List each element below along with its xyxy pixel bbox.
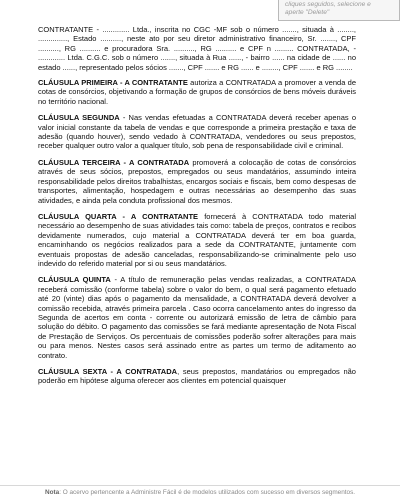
clause-heading: CLÁUSULA TERCEIRA - A CONTRATADA (38, 157, 190, 167)
contract-document (38, 25, 356, 393)
instruction-hint-box (278, 0, 400, 21)
clause-terceira (38, 158, 356, 205)
clause-text: fornecerá à CONTRATADA todo material necessário ao desempenho de suas atividades tais como: tabela de preços, contratos e recibos devidamente numerados, cujo material a CONTRATADA deverá ter em boa guarda, encaminhando os negócios realizados para a sede da CONTRATANTE, juntamente com eventuais propostas de adesão canceladas, responsabilizando-se criminalmente pelo uso indevido do referido material por si ou seus mandatários. (38, 211, 356, 268)
clause-segunda (38, 113, 356, 151)
footer-divider (0, 485, 400, 486)
clause-primeira (38, 78, 356, 106)
clause-heading: CLÁUSULA SEXTA - A CONTRATADA (38, 367, 178, 376)
clause-text: - Nas vendas efetuadas a CONTRATADA deverá receber apenas o valor inicial constante da tabela de vendas e que corresponde a primeira prestação e taxa de adesão (quando houver), sendo vedado à CONTRATADA, vendedores ou seus prepostos, receber qualquer outro valor a qualquer título, sob pena de responsabilidade civil e criminal. (38, 113, 356, 151)
hint-line-2: aperte "Delete" (285, 9, 330, 16)
clause-heading: CLÁUSULA SEGUNDA (38, 113, 120, 123)
clause-text: - A título de remuneração pelas vendas realizadas, a CONTRATADA receberá comissão (conforme tabela) sobre o valor do bem, o qual será pagamento efetuado até 20 (vinte) dias após o pagamento da mensalidade, a CONTRATADA deverá devolver a comissão recebida, através primeira parcela . Caso ocorra cancelamento antes do ingresso da Segunda de acertos em conta - corrente ou autorizará emissão de letra de câmbio para solução do débito. O pagamento das comissões se fará mediante apresentação de Nota Fiscal de Prestação de Serviços. Os percentuais de comissões poderão sofrer alterações para mais ou para menos. Nestes casos será assinado entre as partes um termo de aditamento ao contrato. (38, 275, 356, 360)
clause-text: , seus prepostos, mandatários ou empregados não poderão em hipótese alguma oferecer aos clientes em potencial quaisquer (38, 367, 356, 386)
clause-heading: CLÁUSULA PRIMEIRA - A CONTRATANTE (38, 78, 188, 88)
contract-parties-paragraph: CONTRATANTE - ............. Ltda., inscrita no CGC -MF sob o número ......., situada à ........, .............., Estado .........., neste ato por seu diretor administrativo financeiro, Sr. ......., CPF .........., RG .......... e procuradora Sra. .........., RG .......... e CPF n ......... CONTRATADA, - ............. Ltda. C.G.C. sob o número ......., situada à Rua ......, - bairro ...... na cidade de ...... no estado ......, representado pelos sócios ......., CPF ....... e RG ...... e ........, CPF ....... e RG ........ (38, 25, 356, 72)
hint-line-1: cliques seguidos, selecione e (285, 1, 371, 8)
clause-text: promoverá a colocação de cotas de consórcios através de seus sócios, prepostos, empregados ou seus mandatários, assumindo inteira responsabilidade pelos direitos trabalhistas, encargos sociais e fiscais, bem como despesas de transportes, alimentação, hospedagem e outras necessárias ao desempenho das suas atividades, e ainda pela conduta profissional dos mesmos. (38, 157, 357, 205)
clause-quarta (38, 212, 356, 268)
clause-heading: CLÁUSULA QUARTA - A CONTRATANTE (38, 211, 199, 221)
clause-heading: CLÁUSULA QUINTA (38, 275, 111, 285)
footer-note-text: : O acervo pertencente a Administre Fácil é de modelos utilizados com sucesso em diversos segmentos. (59, 489, 356, 496)
clause-quinta (38, 275, 356, 360)
footer-note-label: Nota (45, 489, 60, 496)
clause-sexta (38, 367, 356, 386)
clause-text: autoriza a CONTRATADA a promover a venda de cotas de consórcios, objetivando a formação de grupos de consórcios de bens móveis duráveis no território nacional. (38, 78, 356, 106)
footer-note (45, 489, 400, 497)
